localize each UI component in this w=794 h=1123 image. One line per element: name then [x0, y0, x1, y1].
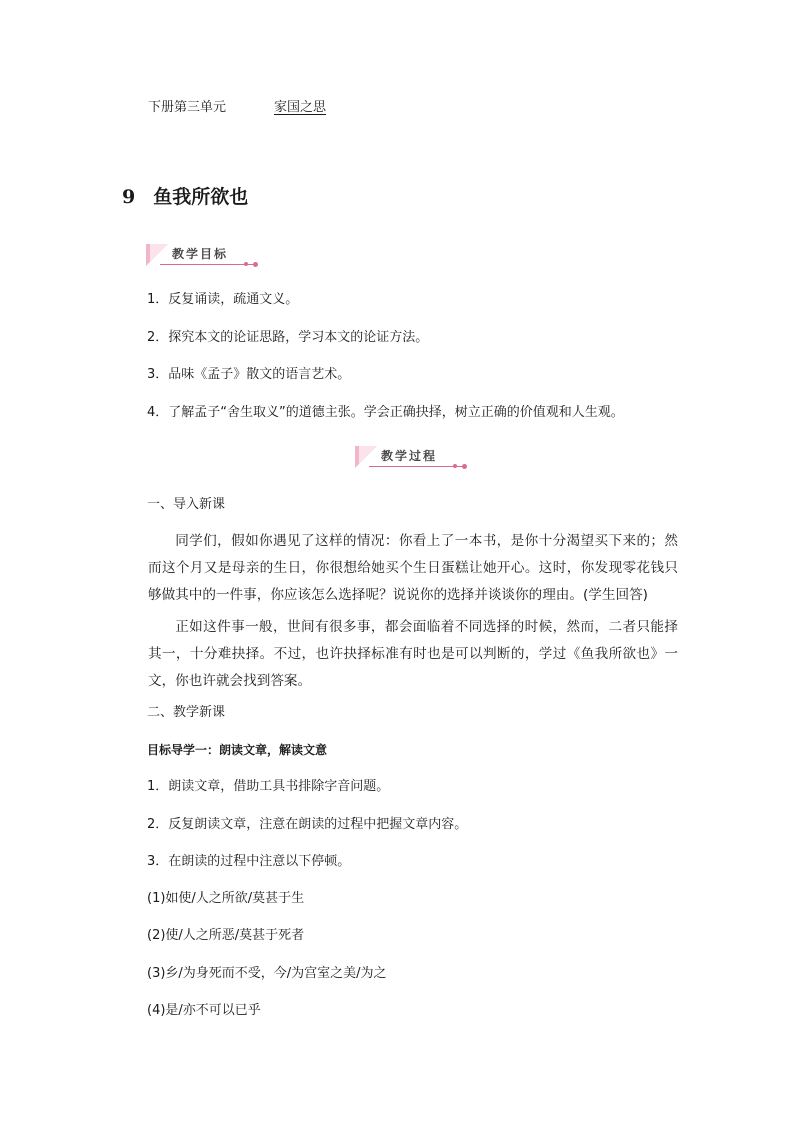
badge-triangle-light — [150, 244, 168, 262]
unit-theme: 家国之思 — [274, 100, 327, 115]
objective-item: 4．了解孟子“舍生取义”的道德主张。学会正确抉择，树立正确的价值观和人生观。 — [147, 405, 624, 420]
badge-dot-small — [244, 262, 248, 266]
section-badge-objectives — [146, 244, 266, 268]
badge-dot — [462, 464, 467, 469]
pause-item: (3)乡/为身死而不受，今/为宫室之美/为之 — [147, 966, 387, 981]
badge-label: 教学目标 — [172, 247, 229, 261]
badge-dot — [253, 262, 258, 267]
step-item: 2．反复朗读文章，注意在朗读的过程中把握文章内容。 — [147, 817, 468, 832]
objective-item: 1．反复诵读，疏通文义。 — [147, 292, 299, 307]
badge-underline — [160, 264, 256, 265]
lesson-number: 9 — [122, 186, 136, 208]
section-badge-process — [355, 446, 475, 470]
badge-underline — [369, 466, 465, 467]
step-item: 1．朗读文章，借助工具书排除字音问题。 — [147, 779, 390, 794]
lesson-title — [122, 184, 248, 210]
badge-triangle-light — [359, 446, 377, 464]
pause-item: (1)如使/人之所欲/莫甚于生 — [147, 891, 305, 906]
part-heading: 一、导入新课 — [147, 497, 226, 512]
lesson-name: 鱼我所欲也 — [153, 186, 249, 208]
objective-item: 3．品味《孟子》散文的语言艺术。 — [147, 367, 351, 382]
unit-label: 下册第三单元 — [148, 100, 227, 115]
intro-paragraph: 同学们，假如你遇见了这样的情况：你看上了一本书，是你十分渴望买下来的；然而这个月又是母亲的生日，你很想给她买个生日蛋糕让她开心。这时，你发现零花钱只够做其中的一件事，你应该怎么选择呢？说说你的选择并谈谈你的理由。(学生回答) — [148, 533, 678, 603]
objective-item: 2．探究本文的论证思路，学习本文的论证方法。 — [147, 330, 429, 345]
goal-text: 朗读文章，解读文意 — [219, 743, 328, 757]
step-item: 3．在朗读的过程中注意以下停顿。 — [147, 854, 351, 869]
badge-dot-small — [453, 464, 457, 468]
intro-paragraph: 正如这件事一般，世间有很多事，都会面临着不同选择的时候，然而，二者只能择其一，十分难抉择。不过，也许抉择标准有时也是可以判断的，学过《鱼我所欲也》一文，你也许就会找到答案。 — [148, 619, 678, 689]
part-heading: 二、教学新课 — [147, 705, 226, 720]
pause-item: (4)是/亦不可以已乎 — [147, 1003, 261, 1018]
pause-item: (2)使/人之所恶/莫甚于死者 — [147, 928, 305, 943]
goal-heading — [147, 741, 327, 760]
badge-label: 教学过程 — [381, 449, 438, 463]
goal-label: 目标导学一： — [147, 743, 220, 757]
